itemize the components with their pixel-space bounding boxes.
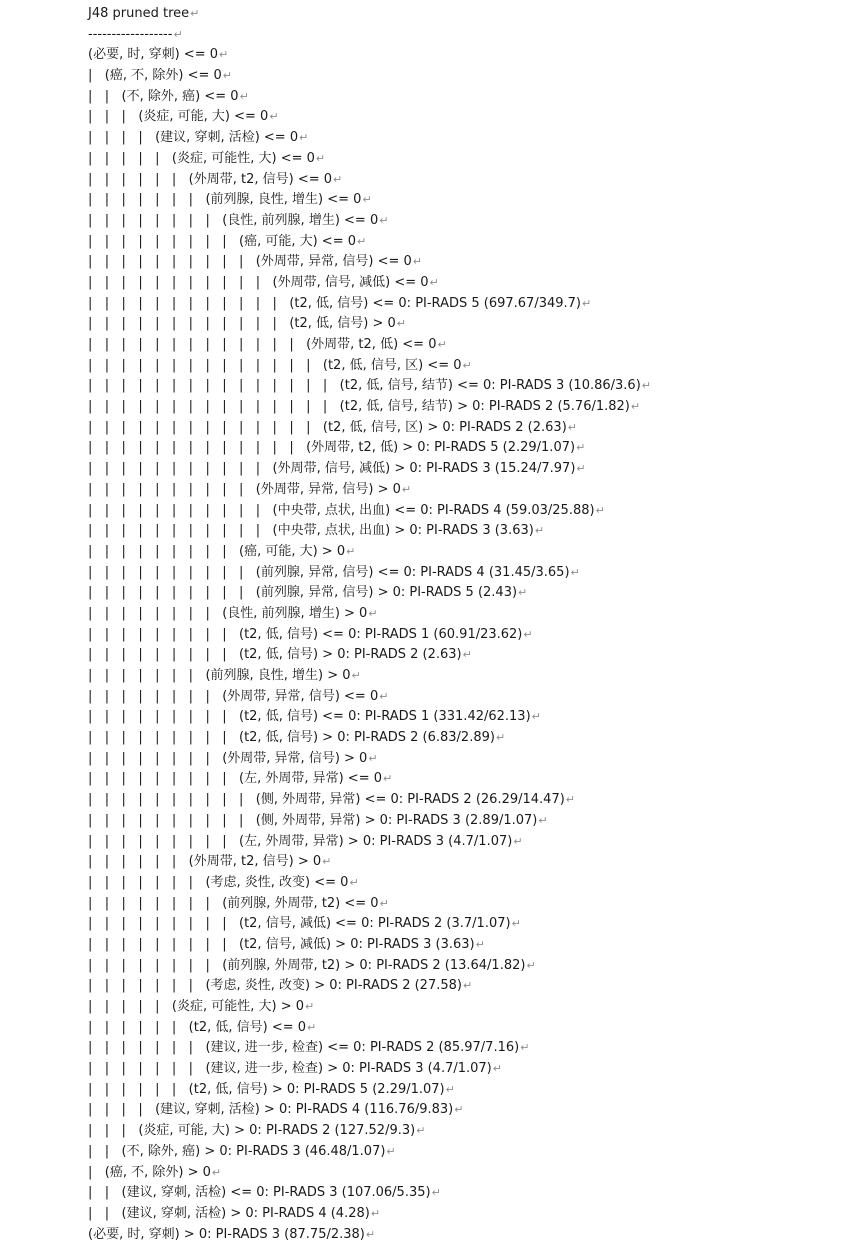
line-text: | | | | | | | | | | | (外周带, 信号, 减低) <= 0 [88,274,429,290]
tree-line [88,1038,858,1059]
tree-line [88,232,858,253]
tree-line [88,1059,858,1080]
paragraph-mark-icon: ↵ [322,855,332,869]
line-text: | | | | | | | | | (t2, 低, 信号) <= 0: PI-RADS 1 (60.91/23.62) [88,626,523,642]
tree-line [88,873,858,894]
tree-line [88,563,858,584]
line-text: J48 pruned tree [88,6,190,21]
tree-line [88,542,858,563]
line-text: | | | | | | | | | | (前列腺, 异常, 信号) <= 0: PI-RADS 4 (31.45/3.65) [88,564,570,580]
paragraph-mark-icon: ↵ [511,917,521,931]
document-title [88,4,858,25]
paragraph-mark-icon: ↵ [396,317,407,331]
paragraph-mark-icon: ↵ [219,48,229,62]
tree-line [88,521,858,542]
tree-line [88,1100,858,1121]
line-text: | | | | | | | | (良性, 前列腺, 增生) <= 0 [88,212,379,228]
tree-line [88,1080,858,1101]
paragraph-mark-icon: ↵ [534,524,545,538]
line-text: | | | | | | | | | | | | | | | (t2, 低, 信号, 结节) <= 0: PI-RADS 3 (10.86/3.6) [88,378,641,394]
paragraph-mark-icon: ↵ [379,689,389,703]
tree-line [88,935,858,956]
line-text: (必要, 时, 穿刺) > 0: PI-RADS 3 (87.75/2.38) [88,1226,365,1242]
tree-line [88,625,858,646]
tree-line [88,418,858,439]
tree-line [88,832,858,853]
tree-line [88,1225,858,1246]
tree-line [88,211,858,232]
line-text: | | | | | | | | | | (外周带, 异常, 信号) > 0 [88,481,401,497]
tree-line [88,728,858,749]
paragraph-mark-icon: ↵ [386,1144,396,1158]
tree-line [88,397,858,418]
tree-line [88,956,858,977]
line-text: | | | | | | | | | (t2, 低, 信号) > 0: PI-RADS 2 (6.83/2.89) [88,730,495,746]
tree-line [88,666,858,687]
tree-line [88,852,858,873]
tree-lines [88,4,858,1245]
paragraph-mark-icon: ↵ [416,1124,426,1138]
line-text: | | | | | | | | | | | | | (外周带, t2, 低) <= 0 [88,337,437,352]
line-text: | | | | | | | | | | (外周带, 异常, 信号) <= 0 [88,254,412,270]
line-text: | | | | | | | (前列腺, 良性, 增生) > 0 [88,668,351,683]
tree-line [88,583,858,604]
paragraph-mark-icon: ↵ [357,234,367,248]
paragraph-mark-icon: ↵ [538,813,548,827]
paragraph-mark-icon: ↵ [379,896,389,910]
paragraph-mark-icon: ↵ [370,1206,381,1220]
tree-line [88,190,858,211]
line-text: | | | | | | | | | | | | | | | (t2, 低, 信号, 结节) > 0: PI-RADS 2 (5.76/1.82) [88,399,630,415]
tree-line [88,1121,858,1142]
line-text: | | | | | (炎症, 可能性, 大) > 0 [88,999,304,1014]
tree-line [88,314,858,335]
tree-line [88,707,858,728]
tree-line [88,356,858,377]
paragraph-mark-icon: ↵ [305,1000,315,1013]
paragraph-mark-icon: ↵ [462,648,472,662]
line-text: | | (不, 除外, 癌) <= 0 [88,88,239,104]
tree-line [88,645,858,666]
paragraph-mark-icon: ↵ [495,731,506,745]
line-text: | | | | | | | | | (左, 外周带, 异常) > 0: PI-RADS 3 (4.7/1.07) [88,833,513,849]
line-text: | | | | | | | | | | | (外周带, 信号, 减低) > 0: PI-RADS 3 (15.24/7.97) [88,461,576,477]
paragraph-mark-icon: ↵ [526,958,536,972]
paragraph-mark-icon: ↵ [365,1227,376,1241]
tree-line [88,749,858,770]
line-text: (必要, 时, 穿刺) <= 0 [88,47,218,63]
tree-line [88,976,858,997]
paragraph-mark-icon: ↵ [173,27,183,41]
line-text: | | | (炎症, 可能, 大) <= 0 [88,109,269,125]
title-underline [88,25,858,46]
paragraph-mark-icon: ↵ [431,1186,441,1200]
tree-line [88,1018,858,1039]
paragraph-mark-icon: ↵ [567,420,577,434]
paragraph-mark-icon: ↵ [351,669,361,682]
line-text: | | | | | | (外周带, t2, 信号) > 0 [88,854,322,870]
line-text: | | | | (建议, 穿刺, 活检) <= 0 [88,130,299,146]
line-text: | (癌, 不, 除外) > 0 [88,1164,211,1180]
line-text: | | (不, 除外, 癌) > 0: PI-RADS 3 (46.48/1.07) [88,1143,386,1159]
tree-line [88,66,858,87]
tree-line [88,604,858,625]
paragraph-mark-icon: ↵ [518,586,528,600]
line-text: | | | | | | | | | (癌, 可能, 大) > 0 [88,543,346,559]
tree-line [88,480,858,501]
line-text: | | | | | | | | | | | | (t2, 低, 信号) <= 0: PI-RADS 5 (697.67/349.7) [88,295,581,311]
tree-line [88,914,858,935]
paragraph-mark-icon: ↵ [368,751,378,765]
tree-line [88,1183,858,1204]
tree-line [88,273,858,294]
tree-line [88,107,858,128]
paragraph-mark-icon: ↵ [383,772,393,786]
tree-line [88,459,858,480]
paragraph-mark-icon: ↵ [437,338,447,351]
line-text: ------------------ [88,26,173,42]
line-text: | | | | | | | | | | | | | | (t2, 低, 信号, 区) > 0: PI-RADS 2 (2.63) [88,419,567,435]
tree-line [88,811,858,832]
line-text: | (癌, 不, 除外) <= 0 [88,68,222,84]
tree-line [88,335,858,356]
tree-line [88,997,858,1018]
tree-line [88,170,858,191]
paragraph-mark-icon: ↵ [570,565,580,579]
line-text: | | | | | | | | | (t2, 低, 信号) <= 0: PI-RADS 1 (331.42/62.13) [88,709,531,725]
paragraph-mark-icon: ↵ [641,379,651,393]
line-text: | | | | | | | | | (癌, 可能, 大) <= 0 [88,233,356,249]
document-body [88,4,858,1245]
line-text: | | | | | | | | (前列腺, 外周带, t2) > 0: PI-RADS 2 (13.64/1.82) [88,957,526,973]
line-text: | | | | | | | | | | | | | (外周带, t2, 低) > 0: PI-RADS 5 (2.29/1.07) [88,440,576,456]
paragraph-mark-icon: ↵ [492,1062,502,1076]
paragraph-mark-icon: ↵ [412,255,422,269]
paragraph-mark-icon: ↵ [523,627,533,641]
tree-line [88,1163,858,1184]
line-text: | | | (炎症, 可能, 大) > 0: PI-RADS 2 (127.52/9.3) [88,1123,416,1139]
line-text: | | | | | | | | | | | | | | (t2, 低, 信号, 区) <= 0 [88,357,462,373]
tree-line [88,501,858,522]
paragraph-mark-icon: ↵ [346,544,356,558]
paragraph-mark-icon: ↵ [630,400,641,414]
tree-line [88,376,858,397]
paragraph-mark-icon: ↵ [513,834,523,848]
line-text: | | | | | | | | (外周带, 异常, 信号) > 0 [88,750,368,766]
line-text: | | | | | | | | | (t2, 信号, 减低) > 0: PI-RADS 3 (3.63) [88,936,475,952]
line-text: | | | | | | (t2, 低, 信号) <= 0 [88,1019,307,1035]
paragraph-mark-icon: ↵ [429,275,439,289]
line-text: | | | | | | | | | | (侧, 外周带, 异常) <= 0: PI-RADS 2 (26.29/14.47) [88,792,565,808]
line-text: | | | | (建议, 穿刺, 活检) > 0: PI-RADS 4 (116.76/9.83) [88,1102,454,1118]
paragraph-mark-icon: ↵ [269,110,279,124]
line-text: | | | | | | (外周带, t2, 信号) <= 0 [88,171,333,187]
paragraph-mark-icon: ↵ [190,7,200,20]
line-text: | | | | | | | | | (左, 外周带, 异常) <= 0 [88,771,382,787]
line-text: | | | | | | | (考虑, 炎性, 改变) <= 0 [88,874,349,890]
tree-line [88,687,858,708]
line-text: | | | | | | | (建议, 进一步, 检查) <= 0: PI-RADS 2 (85.97/7.16) [88,1040,520,1056]
paragraph-mark-icon: ↵ [349,875,359,889]
paragraph-mark-icon: ↵ [239,89,249,103]
tree-line [88,438,858,459]
paragraph-mark-icon: ↵ [333,172,343,186]
paragraph-mark-icon: ↵ [520,1041,530,1055]
paragraph-mark-icon: ↵ [315,151,326,165]
tree-line [88,149,858,170]
line-text: | | | | | | | | (前列腺, 外周带, t2) <= 0 [88,895,379,911]
paragraph-mark-icon: ↵ [379,213,389,227]
line-text: | | | | | | | | | (t2, 低, 信号) > 0: PI-RADS 2 (2.63) [88,647,462,663]
line-text: | | | | | | | | | (t2, 信号, 减低) <= 0: PI-RADS 2 (3.7/1.07) [88,916,511,932]
paragraph-mark-icon: ↵ [475,937,485,951]
line-text: | | | | | | | (建议, 进一步, 检查) > 0: PI-RADS 3 (4.7/1.07) [88,1061,492,1077]
paragraph-mark-icon: ↵ [445,1082,455,1096]
paragraph-mark-icon: ↵ [462,979,473,993]
paragraph-mark-icon: ↵ [211,1165,222,1179]
tree-line [88,252,858,273]
tree-line [88,45,858,66]
tree-line [88,1142,858,1163]
line-text: | | | | | | | | | | (前列腺, 异常, 信号) > 0: PI-RADS 5 (2.43) [88,585,518,601]
line-text: | | | | | | | | (外周带, 异常, 信号) <= 0 [88,688,379,704]
line-text: | | | | | | | | (良性, 前列腺, 增生) > 0 [88,605,368,621]
line-text: | | | | | | | | | | | (中央带, 点状, 出血) <= 0: PI-RADS 4 (59.03/25.88) [88,502,595,518]
paragraph-mark-icon: ↵ [362,193,372,207]
paragraph-mark-icon: ↵ [576,441,586,455]
tree-line [88,1204,858,1225]
line-text: | | | | | | (t2, 低, 信号) > 0: PI-RADS 5 (2.29/1.07) [88,1081,445,1097]
tree-line [88,128,858,149]
paragraph-mark-icon: ↵ [454,1103,464,1117]
line-text: | | | | | | | | | | | | (t2, 低, 信号) > 0 [88,316,396,332]
paragraph-mark-icon: ↵ [531,710,541,724]
line-text: | | | | | | | (考虑, 炎性, 改变) > 0: PI-RADS 2 (27.58) [88,978,462,994]
paragraph-mark-icon: ↵ [565,793,576,807]
tree-line [88,894,858,915]
line-text: | | | | | (炎症, 可能性, 大) <= 0 [88,150,315,166]
paragraph-mark-icon: ↵ [576,462,586,476]
line-text: | | | | | | | | | | (侧, 外周带, 异常) > 0: PI-RADS 3 (2.89/1.07) [88,812,538,828]
tree-line [88,769,858,790]
paragraph-mark-icon: ↵ [299,131,309,145]
paragraph-mark-icon: ↵ [582,296,592,310]
line-text: | | | | | | | | | | | (中央带, 点状, 出血) > 0: PI-RADS 3 (3.63) [88,523,534,539]
paragraph-mark-icon: ↵ [462,358,472,372]
line-text: | | (建议, 穿刺, 活检) <= 0: PI-RADS 3 (107.06/5.35) [88,1185,431,1201]
paragraph-mark-icon: ↵ [401,482,412,496]
paragraph-mark-icon: ↵ [222,69,232,83]
tree-line [88,294,858,315]
paragraph-mark-icon: ↵ [307,1020,317,1034]
paragraph-mark-icon: ↵ [368,606,378,620]
tree-line [88,790,858,811]
line-text: | | | | | | | (前列腺, 良性, 增生) <= 0 [88,192,362,208]
tree-line [88,87,858,108]
line-text: | | (建议, 穿刺, 活检) > 0: PI-RADS 4 (4.28) [88,1205,370,1221]
paragraph-mark-icon: ↵ [595,503,605,517]
